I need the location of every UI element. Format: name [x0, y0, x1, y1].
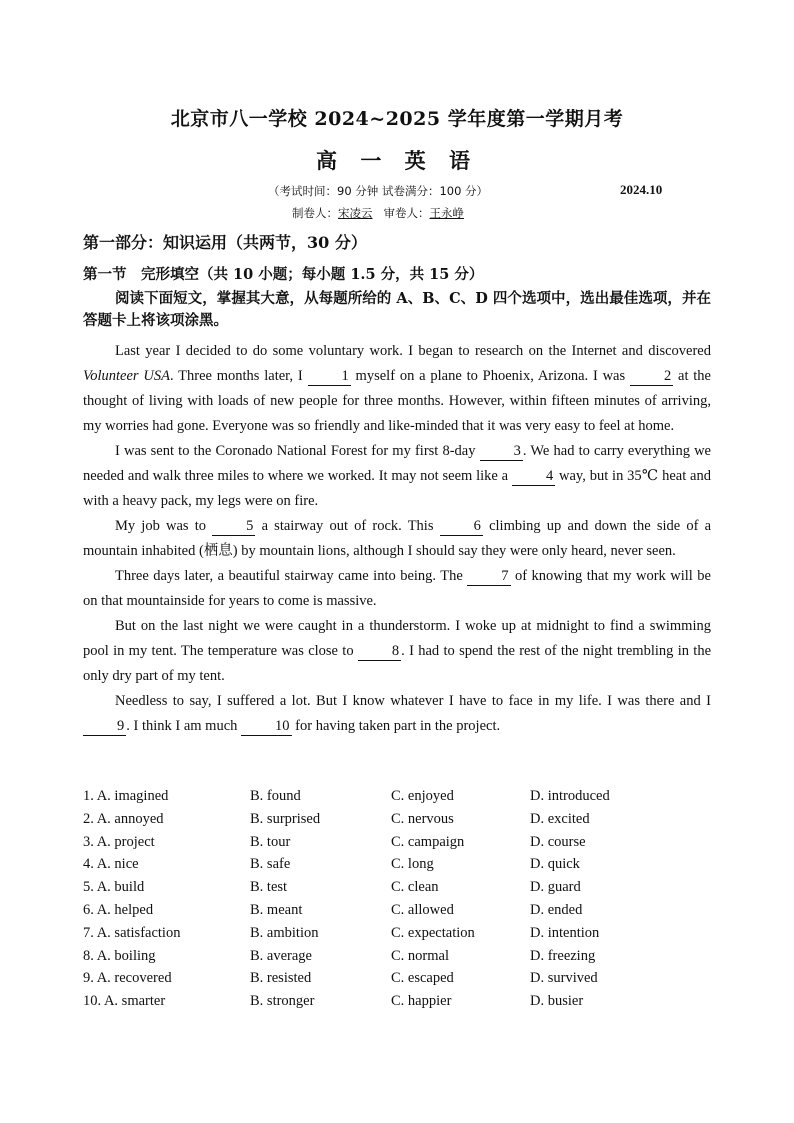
option-a: 9. A. recovered: [83, 970, 172, 987]
option-a: 2. A. annoyed: [83, 810, 164, 827]
option-row-2: [83, 811, 711, 834]
option-a: 4. A. nice: [83, 856, 139, 873]
option-b: B. tour: [250, 833, 291, 850]
option-b: B. average: [250, 947, 312, 964]
option-row-7: [83, 925, 711, 948]
reviewer-label: 审卷人：: [383, 206, 430, 220]
option-c: C. normal: [391, 947, 449, 964]
option-b: B. ambition: [250, 924, 319, 941]
instruction: 阅读下面短文，掌握其大意，从每题所给的 A、B、C、D 四个选项中，选出最佳选项，并在答题卡上将该项涂黑。: [83, 290, 711, 329]
paragraph-2: [83, 439, 711, 514]
option-row-5: [83, 879, 711, 902]
section-title: 第一节 完形填空（共 10 小题；每小题 1.5 分，共 15 分）: [83, 266, 484, 283]
text: a stairway out of rock. This: [255, 518, 440, 534]
text: myself on a plane to Phoenix, Arizona. I was: [350, 368, 630, 384]
text: . I had to spend the rest of the night trembling in the only dry part of my tent.: [83, 643, 712, 684]
text: . Three months later, I: [169, 368, 308, 384]
exam-info: （考试时间：90 分钟 试卷满分：100 分）: [268, 184, 489, 198]
paragraph-1: [83, 339, 711, 439]
option-a: 1. A. imagined: [83, 788, 169, 804]
option-b: B. stronger: [250, 993, 315, 1010]
option-c: C. escaped: [391, 970, 454, 987]
text: of knowing that my work will be on that mountainside for years to come is massive.: [83, 568, 711, 609]
blank-5: 5: [212, 518, 255, 536]
text: Three days later, a beautiful stairway came into being. The: [115, 568, 468, 584]
text: I was sent to the Coronado National Forest for my first 8-day: [115, 443, 480, 459]
blank-8: 8: [358, 643, 401, 661]
option-row-6: [83, 902, 711, 925]
passage: [83, 339, 711, 739]
option-row-4: [83, 856, 711, 879]
option-a: 8. A. boiling: [83, 947, 156, 964]
option-d: D. ended: [530, 901, 583, 918]
option-c: C. happier: [391, 993, 452, 1010]
option-d: D. freezing: [530, 947, 596, 964]
option-c: C. campaign: [391, 833, 465, 850]
exam-subject: 高 一 英 语: [316, 148, 478, 173]
italic-name: Volunteer USA: [83, 368, 170, 384]
blank-2: 2: [630, 368, 673, 386]
reviewer-name: 王永峥: [429, 206, 464, 220]
paragraph-3: [83, 514, 711, 564]
options-list: [83, 788, 711, 1016]
blank-7: 7: [467, 568, 510, 586]
option-a: 3. A. project: [83, 833, 155, 850]
blank-10: 10: [241, 718, 292, 736]
text: way, but in 35℃ heat and with a heavy pack, my legs were on fire.: [83, 468, 711, 509]
option-d: D. intention: [530, 924, 600, 941]
option-row-1: [83, 788, 711, 811]
option-c: C. nervous: [391, 810, 454, 827]
part-title: 第一部分：知识运用（共两节，30 分）: [83, 233, 367, 252]
option-c: C. clean: [391, 879, 439, 896]
option-b: B. test: [250, 879, 288, 896]
maker-label: 制卷人：: [292, 206, 338, 220]
option-c: C. enjoyed: [391, 788, 454, 804]
option-b: B. surprised: [250, 810, 321, 827]
option-c: C. long: [391, 856, 434, 873]
option-d: D. course: [530, 833, 586, 850]
option-row-8: [83, 948, 711, 971]
option-c: C. allowed: [391, 901, 454, 918]
option-b: B. found: [250, 788, 301, 804]
text: . I think I am much: [126, 718, 242, 734]
option-d: D. busier: [530, 993, 584, 1010]
text: Last year I decided to do some voluntary work. I began to research on the Internet and discovered: [115, 343, 711, 359]
text: for having taken part in the project.: [291, 718, 501, 734]
exam-date: 2024.10: [620, 182, 663, 197]
paragraph-5: [83, 614, 711, 689]
option-d: D. excited: [530, 810, 590, 827]
option-d: D. guard: [530, 879, 581, 896]
paragraph-6: [83, 689, 711, 739]
option-row-9: [83, 970, 711, 993]
text: Needless to say, I suffered a lot. But I know whatever I have to face in my life. I was there and I: [115, 693, 711, 709]
option-d: D. survived: [530, 970, 598, 987]
blank-3: 3: [480, 443, 523, 461]
paragraph-4: [83, 564, 711, 614]
option-c: C. expectation: [391, 924, 475, 941]
exam-makers: [292, 205, 464, 221]
option-b: B. meant: [250, 901, 303, 918]
option-a: 5. A. build: [83, 879, 145, 896]
text: climbing up and down the side of a mountain inhabited (栖息) by mountain lions, although I should say they were only heard, never seen.: [83, 518, 712, 559]
option-b: B. safe: [250, 856, 291, 873]
option-row-3: [83, 834, 711, 857]
option-a: 7. A. satisfaction: [83, 924, 181, 941]
option-d: D. introduced: [530, 788, 610, 804]
text: My job was to: [115, 518, 213, 534]
option-row-10: [83, 993, 711, 1016]
exam-title: 北京市八一学校 2024~2025 学年度第一学期月考: [170, 108, 624, 130]
option-a: 6. A. helped: [83, 901, 154, 918]
blank-4: 4: [512, 468, 555, 486]
text: . We had to carry everything we needed and walk three miles to where we worked. It may not seem like a: [83, 443, 711, 484]
text: But on the last night we were caught in a thunderstorm. I woke up at midnight to find a swimming pool in my tent. The temperature was close to: [83, 618, 711, 659]
blank-9: 9: [83, 718, 126, 736]
maker-name: 宋凌云: [338, 206, 373, 220]
blank-6: 6: [440, 518, 483, 536]
blank-1: 1: [308, 368, 351, 386]
option-a: 10. A. smarter: [83, 993, 166, 1010]
option-d: D. quick: [530, 856, 580, 873]
option-b: B. resisted: [250, 970, 312, 987]
text: at the thought of living with loads of new people for three months. However, within fifteen minutes of arriving, my worries had gone. Everyone was so friendly and like-minded that it was very easy to feel at home.: [83, 368, 711, 434]
